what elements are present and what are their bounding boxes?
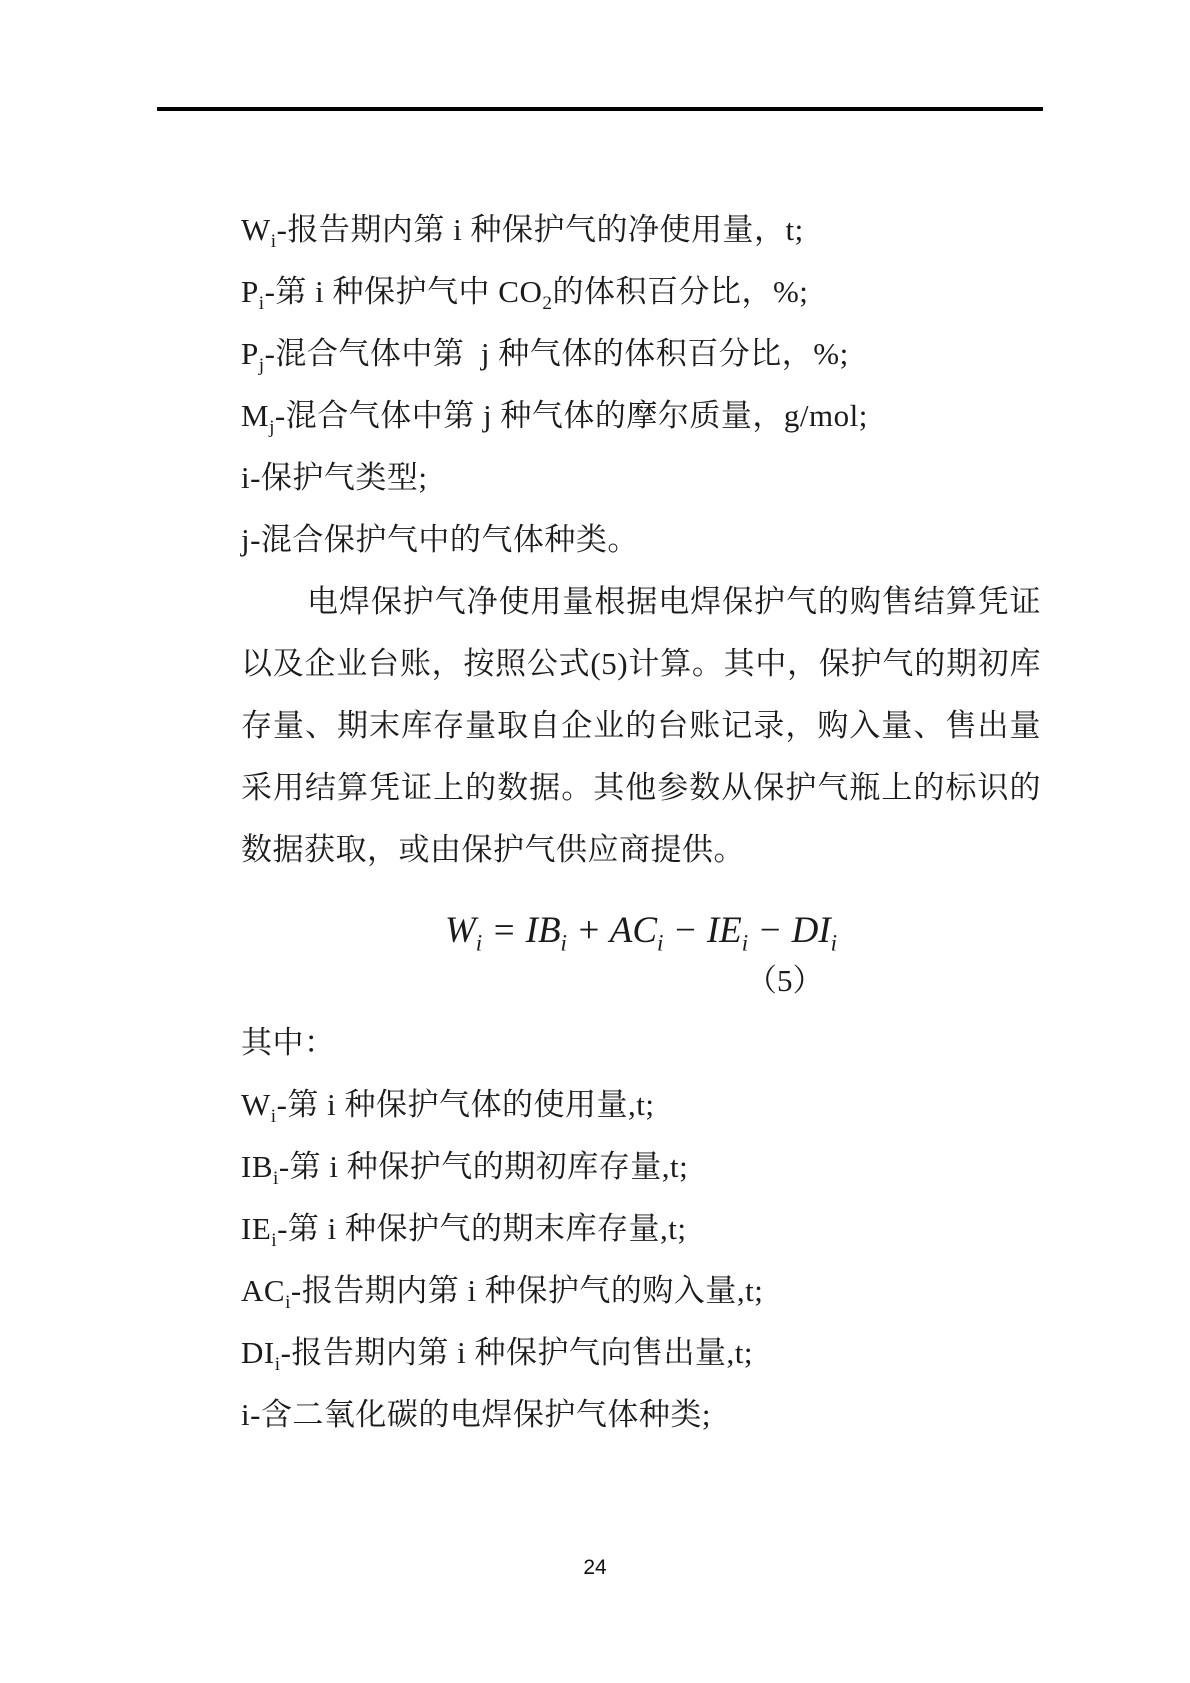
definition-line: $IB_i-$第 i 种保护气的期初库存量,t;: [241, 1149, 689, 1190]
definition-line: $W_i-$报告期内第 i 种保护气的净使用量，t;: [241, 212, 804, 253]
definition-line: j-混合保护气中的气体种类。: [241, 522, 639, 557]
body-paragraph: [241, 571, 1041, 881]
paragraph-line: 存量、期末库存量取自企业的台账记录，购入量、售出量: [241, 708, 1041, 743]
page-number: 24: [583, 1556, 607, 1579]
where-label: 其中：: [241, 1025, 336, 1060]
definition-line: $IE_i-$第 i 种保护气的期末库存量,t;: [241, 1211, 687, 1252]
definition-line: $P_i-$第 i 种保护气中 $CO_2$的体积百分比，%;: [241, 274, 809, 315]
definition-line: $AC_i-$报告期内第 i 种保护气的购入量,t;: [241, 1273, 764, 1314]
paragraph-line: 数据获取，或由保护气供应商提供。: [241, 832, 745, 867]
definition-line: i-保护气类型;: [241, 460, 428, 495]
equation-5-number: （5）: [746, 963, 824, 998]
variable-definitions-bottom: [241, 1074, 1041, 1446]
equation-5-expression: $W_i = IB_i + AC_i - IE_i - DI_i$: [444, 910, 838, 956]
page-content: [241, 199, 1041, 1446]
paragraph-line: 电焊保护气净使用量根据电焊保护气的购售结算凭证: [307, 584, 1041, 619]
paragraph-line: 采用结算凭证上的数据。其他参数从保护气瓶上的标识的: [241, 770, 1041, 805]
variable-definitions-top: [241, 199, 1041, 571]
definition-line: $P_j-$混合气体中第 j 种气体的体积百分比，%;: [241, 336, 849, 377]
header-divider-rule: [157, 107, 1043, 111]
definition-line: $DI_i-$报告期内第 i 种保护气向售出量,t;: [241, 1335, 753, 1376]
definition-line: $W_i-$第 i 种保护气体的使用量,t;: [241, 1087, 655, 1128]
paragraph-line: 以及企业台账，按照公式(5)计算。其中，保护气的期初库: [241, 646, 1041, 681]
definition-line: i-含二氧化碳的电焊保护气体种类;: [241, 1397, 712, 1432]
definition-line: $M_j-$混合气体中第 j 种气体的摩尔质量，g/mol;: [241, 398, 868, 439]
